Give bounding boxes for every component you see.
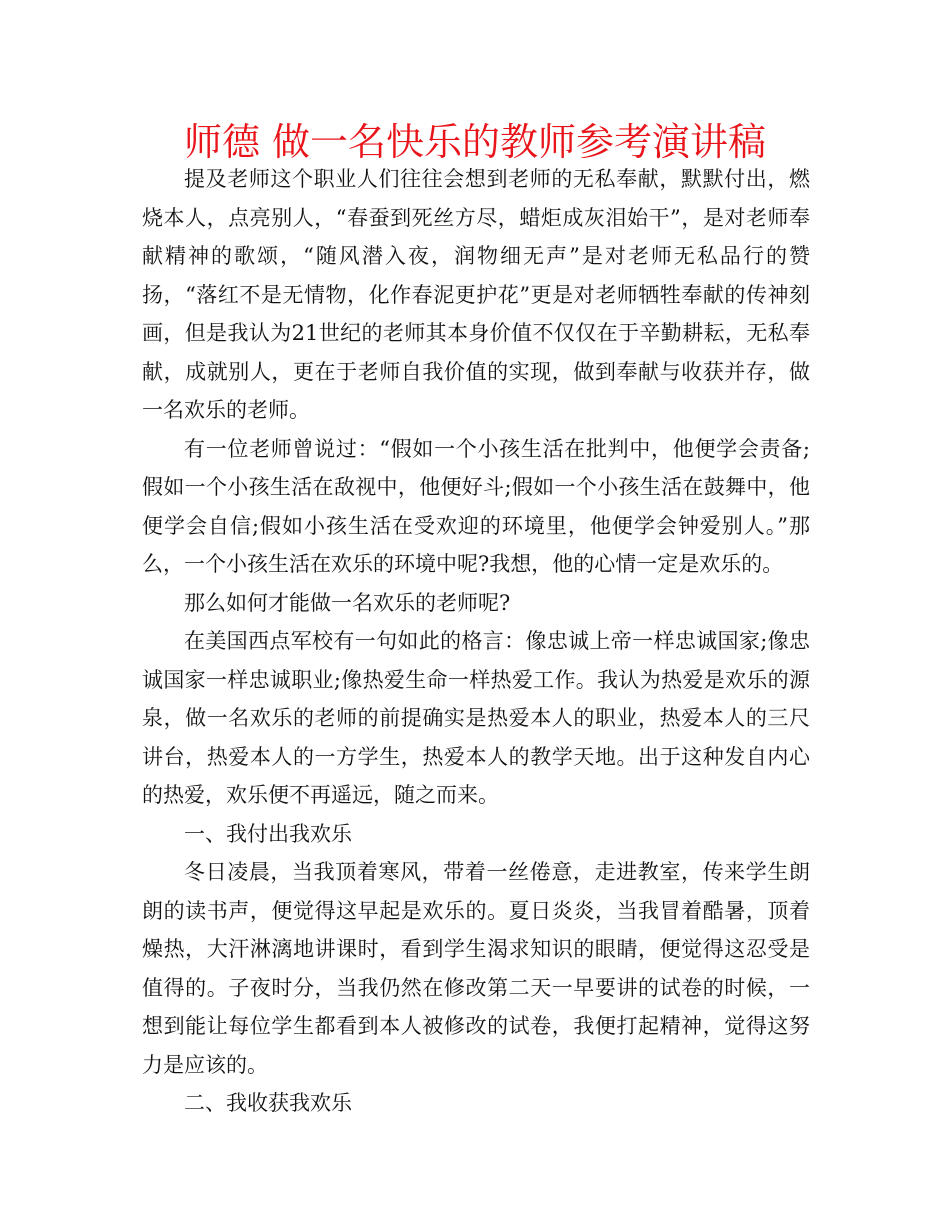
paragraph: 冬日凌晨，当我顶着寒风，带着一丝倦意，走进教室，传来学生朗朗的读书声，便觉得这早起是欢乐的。夏日炎炎，当我冒着酷暑，顶着燥热，大汗淋漓地讲课时，看到学生渴求知识的眼睛，便觉得这忍受是值得的。子夜时分，当我仍然在修改第二天一早要讲的试卷的时候，一想到能让每位学生都看到本人被修改的试卷，我便打起精神，觉得这努力是应该的。	[142, 860, 810, 1077]
paragraph: 有一位老师曾说过：“假如一个小孩生活在批判中，他便学会责备;假如一个小孩生活在敌视中，他便好斗;假如一个小孩生活在鼓舞中，他便学会自信;假如小孩生活在受欢迎的环境里，他便学会钟爱别人。”那么，一个小孩生活在欢乐的环境中呢?我想，他的心情一定是欢乐的。	[142, 436, 810, 576]
document-title: 师德 做一名快乐的教师参考演讲稿	[183, 120, 767, 164]
paragraph: 提及老师这个职业人们往往会想到老师的无私奉献，默默付出，燃烧本人，点亮别人，“春蚕到死丝方尽，蜡炬成灰泪始干”，是对老师奉献精神的歌颂，“随风潜入夜，润物细无声”是对老师无私品行的赞扬，“落红不是无情物，化作春泥更护花”更是对老师牺牲奉献的传神刻画，但是我认为21世纪的老师其本身价值不仅仅在于辛勤耕耘，无私奉献，成就别人，更在于老师自我价值的实现，做到奉献与收获并存，做一名欢乐的老师。	[142, 167, 810, 422]
paragraph: 在美国西点军校有一句如此的格言：像忠诚上帝一样忠诚国家;像忠诚国家一样忠诚职业;像热爱生命一样热爱工作。我认为热爱是欢乐的源泉，做一名欢乐的老师的前提确实是热爱本人的职业，热爱本人的三尺讲台，热爱本人的一方学生，热爱本人的教学天地。出于这种发自内心的热爱，欢乐便不再遥远，随之而来。	[142, 629, 810, 807]
document-body	[142, 160, 810, 1123]
section-heading: 一、我付出我欢乐	[184, 821, 352, 846]
paragraph: 那么如何才能做一名欢乐的老师呢?	[184, 590, 511, 615]
section-heading: 二、我收获我欢乐	[184, 1091, 352, 1115]
